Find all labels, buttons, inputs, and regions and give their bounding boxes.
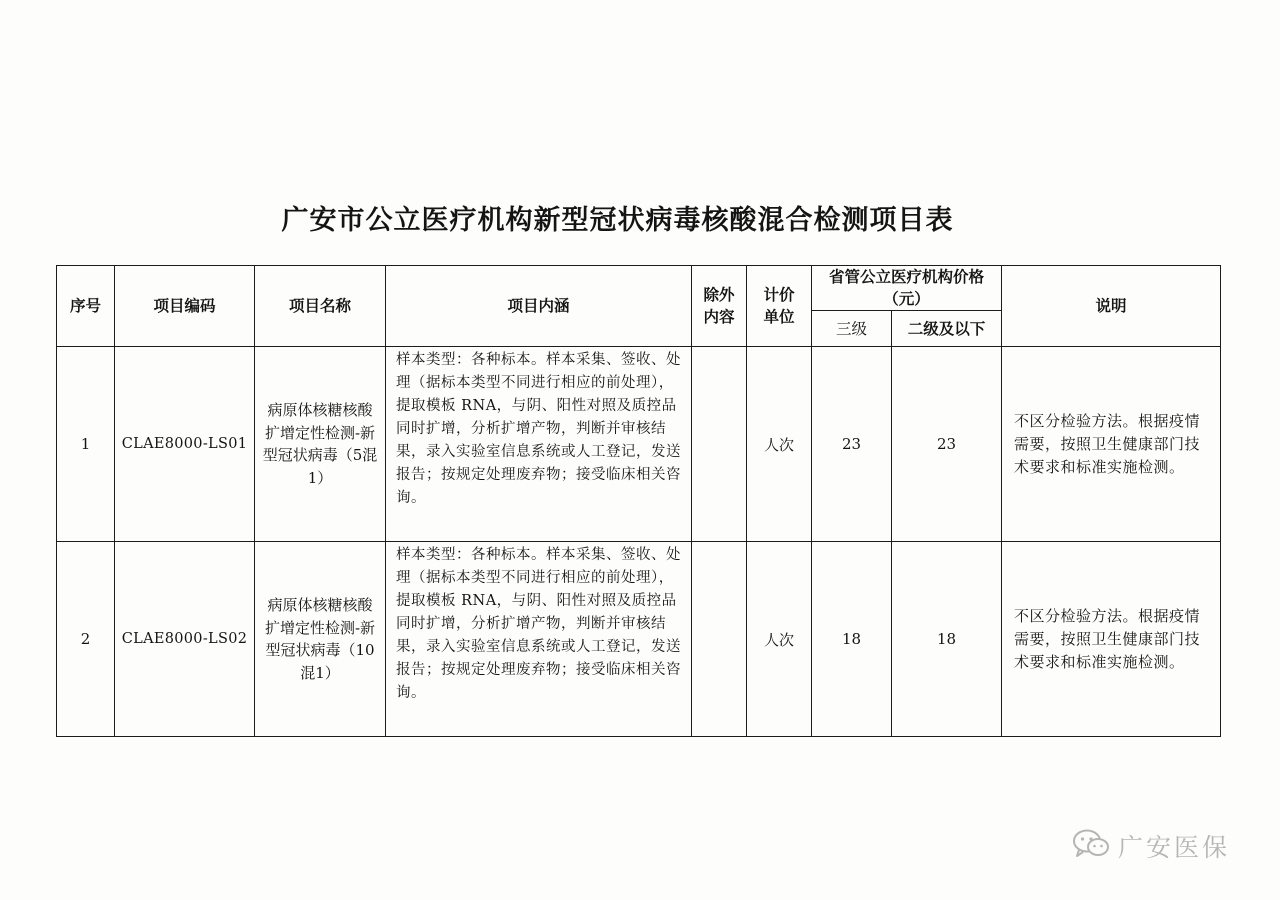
cell-content: 样本类型：各种标本。样本采集、签收、处理（据标本类型不同进行相应的前处理），提取模板 RNA，与阴、阳性对照及质控品同时扩增，分析扩增产物，判断并审核结果，录入实验室信息系统或人工登记，发送报告；按规定处理废弃物；接受临床相关咨询。	[386, 542, 692, 737]
page-title: 广安市公立医疗机构新型冠状病毒核酸混合检测项目表	[281, 205, 954, 236]
cell-code: CLAE8000-LS01	[115, 347, 255, 542]
header-level2: 二级及以下	[892, 311, 1002, 347]
header-seq: 序号	[57, 266, 115, 347]
cell-unit: 人次	[747, 542, 812, 737]
cell-unit: 人次	[747, 347, 812, 542]
header-content: 项目内涵	[386, 266, 692, 347]
header-price-group: 省管公立医疗机构价格（元）	[812, 266, 1002, 311]
header-exclude: 除外内容	[692, 266, 747, 347]
header-note: 说明	[1002, 266, 1221, 347]
cell-price-level3: 18	[812, 542, 892, 737]
header-name: 项目名称	[255, 266, 386, 347]
cell-content: 样本类型：各种标本。样本采集、签收、处理（据标本类型不同进行相应的前处理），提取模板 RNA，与阴、阳性对照及质控品同时扩增，分析扩增产物，判断并审核结果，录入实验室信息系统或人工登记，发送报告；按规定处理废弃物；接受临床相关咨询。	[386, 347, 692, 542]
header-unit: 计价单位	[747, 266, 812, 347]
project-table	[56, 265, 1221, 737]
cell-exclude	[692, 347, 747, 542]
watermark-text: 广安医保	[1118, 833, 1231, 862]
cell-code: CLAE8000-LS02	[115, 542, 255, 737]
cell-name: 病原体核糖核酸扩增定性检测-新型冠状病毒（10混1）	[255, 542, 386, 737]
cell-seq: 2	[57, 542, 115, 737]
cell-price-level3: 23	[812, 347, 892, 542]
cell-note: 不区分检验方法。根据疫情需要，按照卫生健康部门技术要求和标准实施检测。	[1002, 347, 1221, 542]
table-row	[57, 347, 1221, 542]
header-level3: 三级	[812, 311, 892, 347]
table-row	[57, 542, 1221, 737]
watermark	[1072, 826, 1230, 866]
cell-price-level2: 23	[892, 347, 1002, 542]
header-code: 项目编码	[115, 266, 255, 347]
cell-price-level2: 18	[892, 542, 1002, 737]
cell-name: 病原体核糖核酸扩增定性检测-新型冠状病毒（5混1）	[255, 347, 386, 542]
cell-note: 不区分检验方法。根据疫情需要，按照卫生健康部门技术要求和标准实施检测。	[1002, 542, 1221, 737]
cell-exclude	[692, 542, 747, 737]
cell-seq: 1	[57, 347, 115, 542]
wechat-icon	[1072, 828, 1110, 864]
